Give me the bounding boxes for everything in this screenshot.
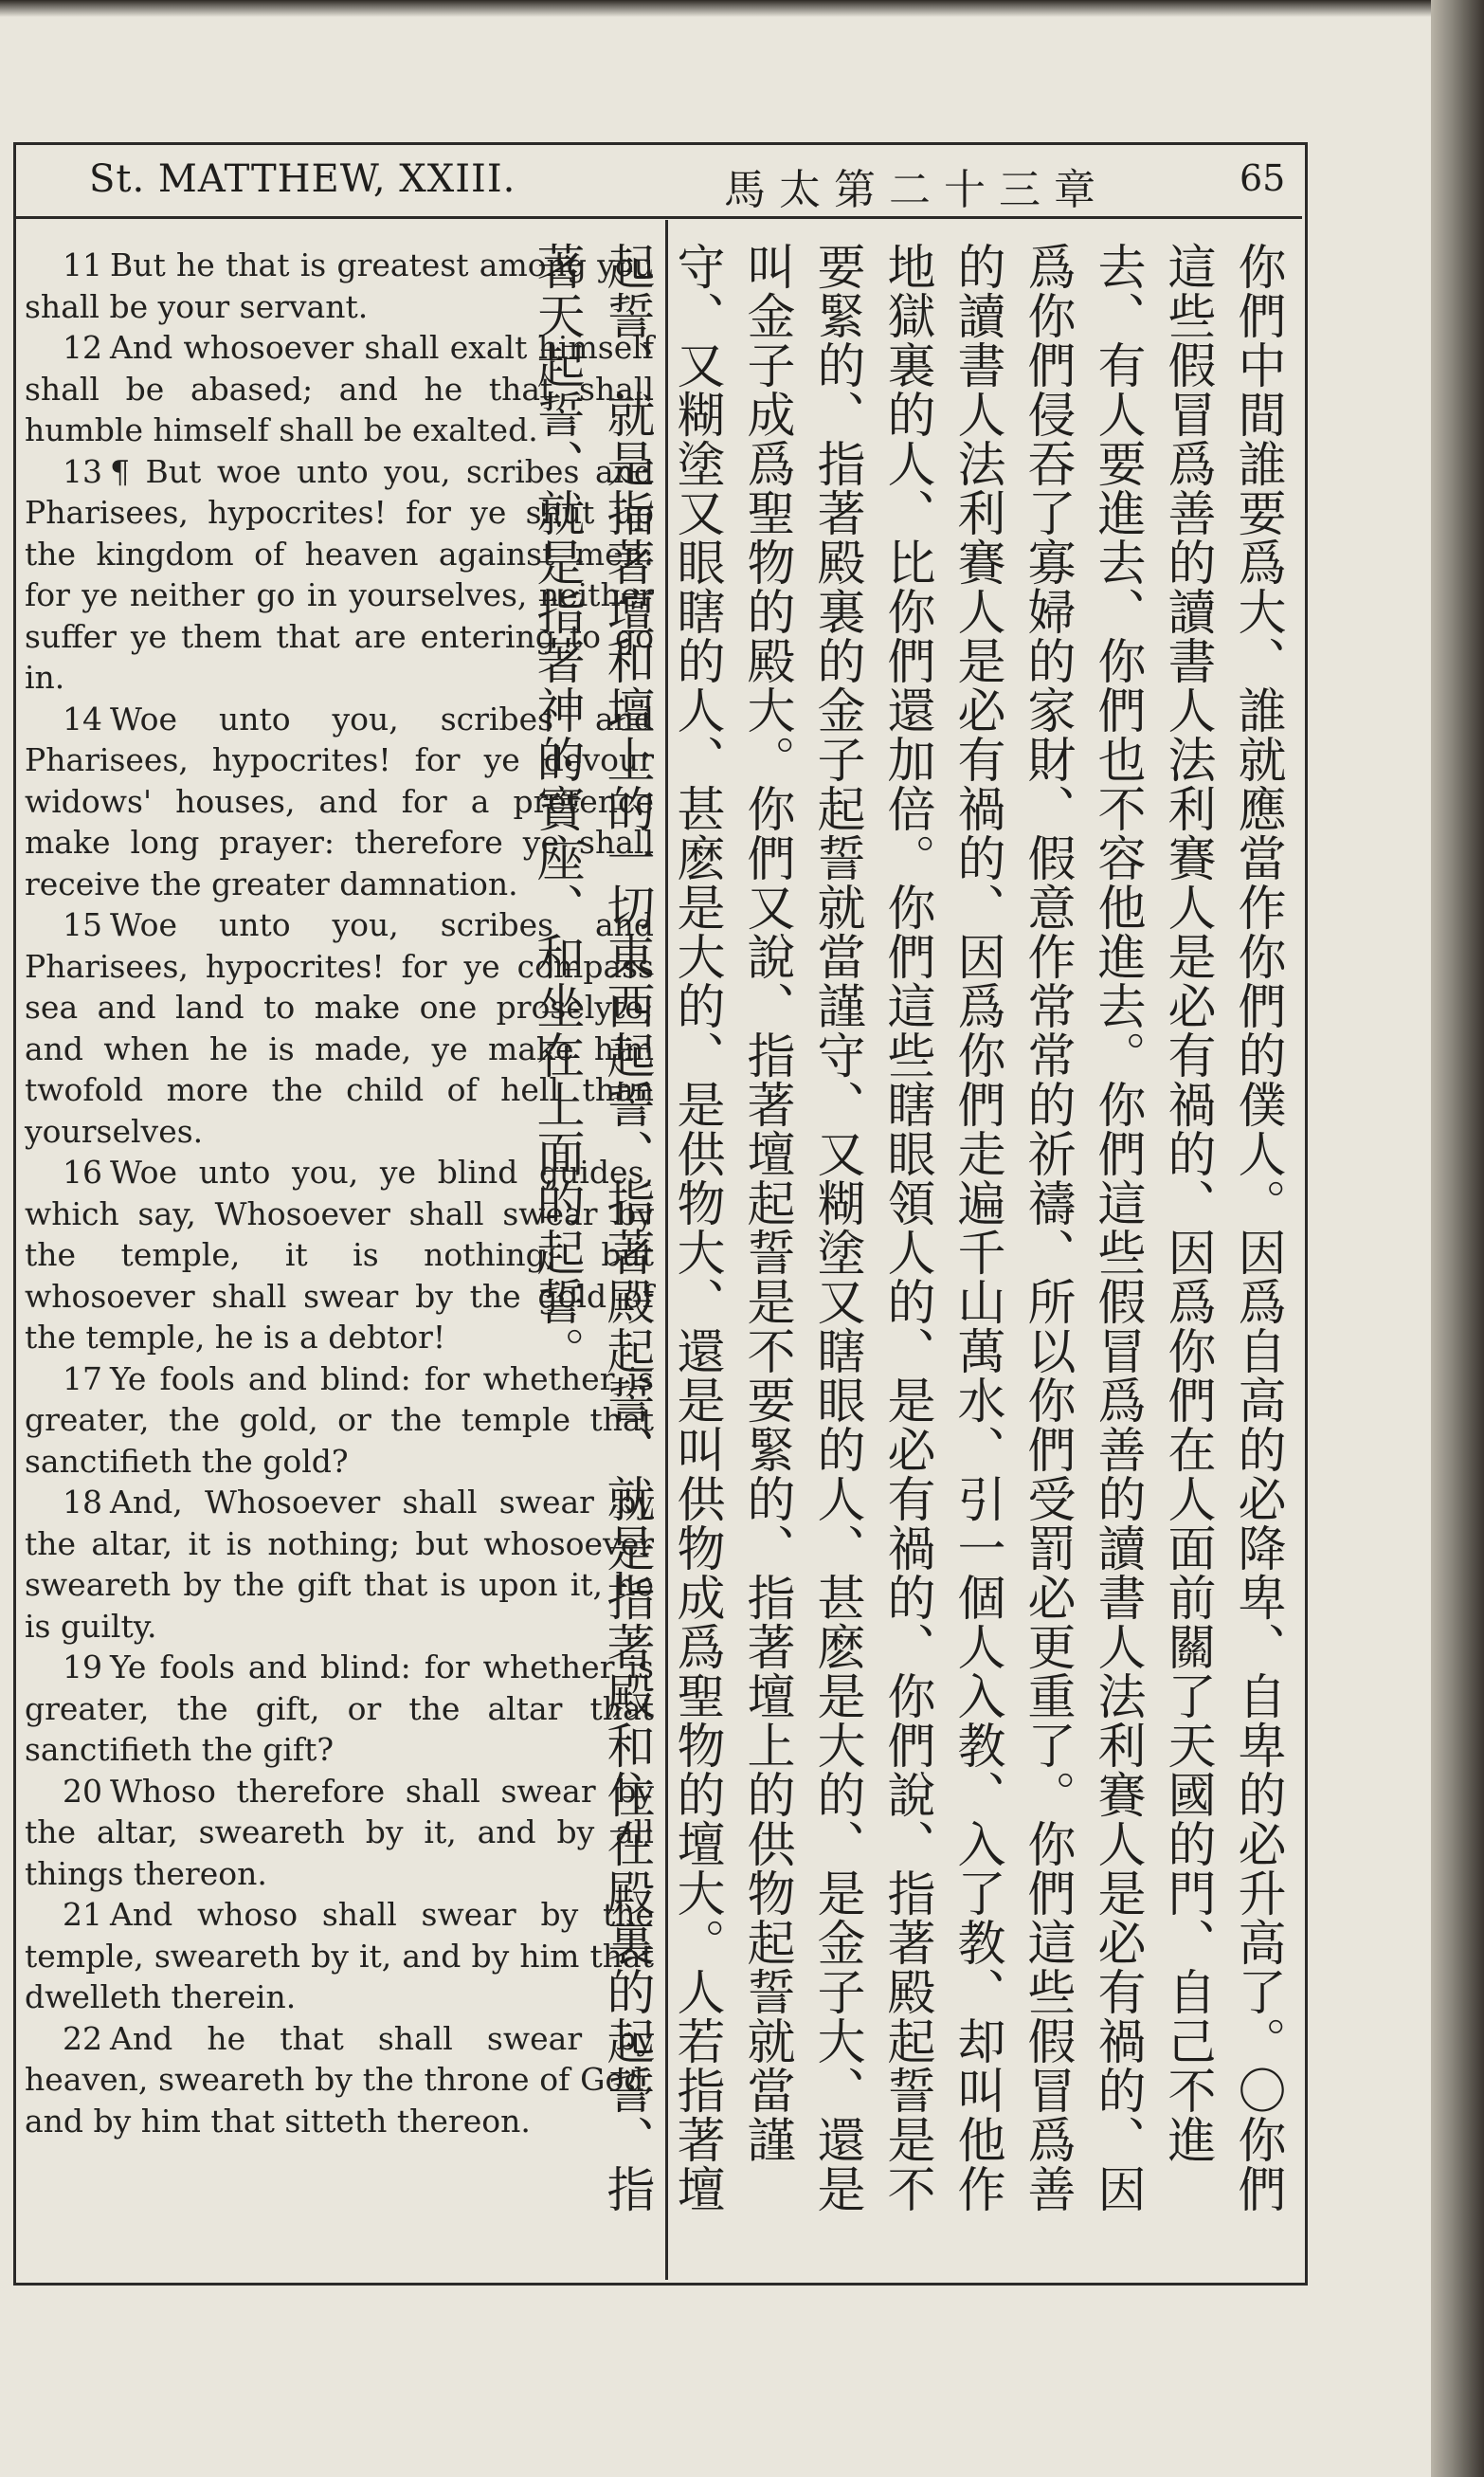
verse-17: 17 Ye fools and blind: for whether is greater, the gold, or the temple that sanctifieth the gold? <box>25 1359 654 1480</box>
chinese-vertical-text: 你們中間誰要爲大、誰就應當作你們的僕人。因爲自高的必降卑、自卑的必升高了。〇你們這些假冒爲善的讀書人法利賽人是必有禍的、因爲你們在人面前關了天國的門、自己不進去、有人要進去、你們也不容他進去。你們這些假冒爲善的讀書人法利賽人是必有禍的、因爲你們侵吞了寡婦的家財、假意作常常的祈禱、所以你們受罰必更重了。你們這些假冒爲善的讀書人法利賽人是必有禍的、因爲你們走遍千山萬水、引一個人入教、入了教、却叫他作地獄裏的人、比你們還加倍。你們這些瞎眼領人的、是必有禍的、你們說、指著殿起誓是不要緊的、指著殿裏的金子起誓就當謹守、又糊塗又瞎眼的人、甚麽是大的、是金子大、還是叫金子成爲聖物的殿大。你們又說、指著壇起誓是不要緊的、指著壇上的供物起誓就當謹守、又糊塗又眼瞎的人、甚麽是大的、是供物大、還是叫供物成爲聖物的壇大。人若指著壇起誓、就是指著壇和壇上的一切東西起誓、指著殿起誓、就是指著殿和住在殿裏的起誓、指著天起誓、就是指著神的寶座、和坐在上面的起誓。 <box>528 242 1285 2213</box>
chinese-column <box>528 242 1292 2261</box>
verse-15: 15 Woe unto you, scribes and Pharisees, hypocrites! for ye compass sea and land to make one proselyte; and when he is made, ye make him twofold more the child of hell than yourselves. <box>25 906 654 1150</box>
verse-22: 22 And he that shall swear by heaven, sweareth by the throne of God, and by him that sitteth thereon. <box>25 2019 654 2140</box>
verse-11: 11 But he that is greatest among you shall be your servant. <box>25 246 654 325</box>
verse-18: 18 And, Whosoever shall swear by the altar, it is nothing; but whosoever sweareth by the gift that is upon it, he is guilty. <box>25 1484 654 1645</box>
verse-14: 14 Woe unto you, scribes and Pharisees, hypocrites! for ye devour widows' houses, and for a pretence make long prayer: therefore ye shall receive the greater damnation. <box>25 700 654 902</box>
verse-16: 16 Woe unto you, ye blind guides, which say, Whosoever shall swear by the temple, it is nothing; but whosoever shall swear by the gold of the temple, he is a debtor! <box>25 1154 654 1356</box>
verse-21: 21 And whoso shall swear by the temple, sweareth by it, and by him that dwelleth therein. <box>25 1896 654 2015</box>
verse-20: 20 Whoso therefore shall swear by the altar, sweareth by it, and by all things thereon. <box>25 1772 654 1892</box>
page-top-shadow <box>0 0 1431 17</box>
verse-13: 13 ¶ But woe unto you, scribes and Pharisees, hypocrites! for ye shut up the kingdom of heaven against men: for ye neither go in yourselves, neither suffer ye them that are entering to go in. <box>25 452 654 696</box>
verse-12: 12 And whosoever shall exalt himself shall be abased; and he that shall humble himself shall be exalted. <box>25 329 654 448</box>
book-spine-edge <box>1431 0 1484 2477</box>
chinese-running-title: 馬太第二十三章 <box>724 166 1109 214</box>
english-running-title: St. MATTHEW, XXIII. <box>89 157 516 201</box>
page-header <box>13 142 1302 219</box>
verse-19: 19 Ye fools and blind: for whether is greater, the gift, or the altar that sanctifieth the gift? <box>25 1648 654 1768</box>
page-number: 65 <box>1240 157 1286 199</box>
